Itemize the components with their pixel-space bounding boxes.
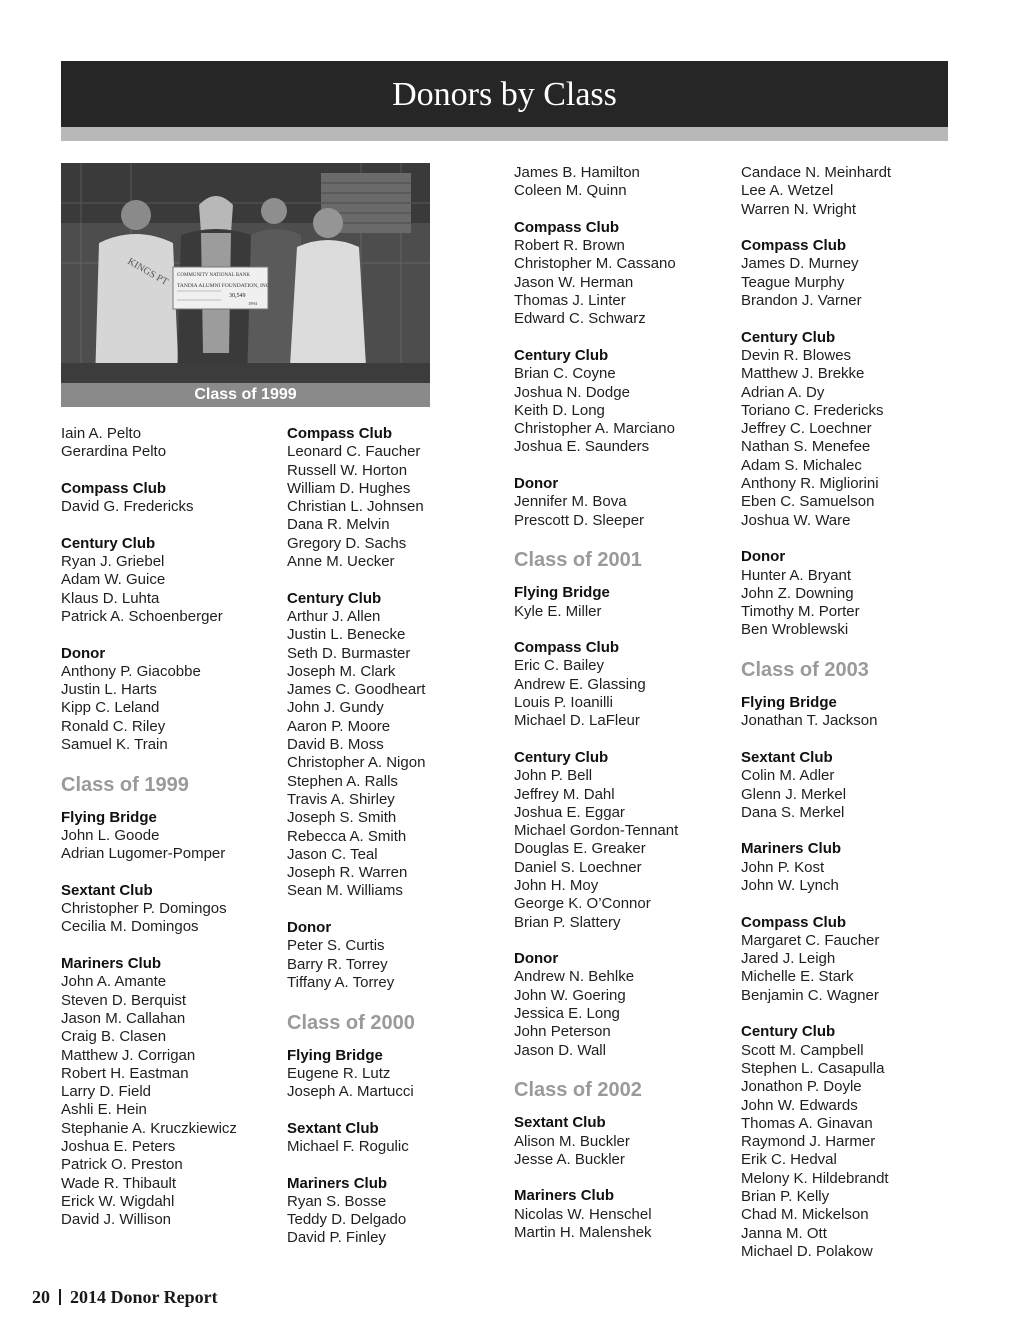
donor-name: Jason W. Herman xyxy=(514,273,634,291)
donor-section xyxy=(514,950,729,1060)
donor-name: Matthew J. Brekke xyxy=(741,365,865,383)
donor-column-4 xyxy=(741,164,956,1261)
donor-name: Joshua E. Eggar xyxy=(514,803,625,821)
donor-section xyxy=(514,639,729,730)
giving-level-heading: Donor xyxy=(61,644,106,662)
donor-name: Alison M. Buckler xyxy=(514,1132,630,1150)
donor-name: Jeffrey M. Dahl xyxy=(514,785,615,803)
giving-level-heading: Mariners Club xyxy=(741,840,842,858)
donor-name: Colin M. Adler xyxy=(741,767,835,785)
donor-name: Rebecca A. Smith xyxy=(287,827,407,845)
donor-name: Joseph A. Martucci xyxy=(287,1083,414,1101)
giving-level-heading: Compass Club xyxy=(514,639,620,657)
donor-name: Peter S. Curtis xyxy=(287,937,385,955)
donor-name: John W. Goering xyxy=(514,986,626,1004)
donor-name: Joseph M. Clark xyxy=(287,662,396,680)
donor-name: Joseph S. Smith xyxy=(287,809,397,827)
donor-name: Gregory D. Sachs xyxy=(287,534,407,552)
donor-name: Andrew E. Glassing xyxy=(514,675,646,693)
donor-name: Samuel K. Train xyxy=(61,736,168,754)
giving-level-heading: Sextant Club xyxy=(514,1114,606,1132)
donor-section xyxy=(741,237,956,310)
giving-level-heading: Flying Bridge xyxy=(514,584,610,602)
donor-section xyxy=(514,347,729,457)
donor-name: Michael D. LaFleur xyxy=(514,712,640,730)
donor-name: Jared J. Leigh xyxy=(741,950,836,968)
giving-level-heading: Century Club xyxy=(514,346,609,364)
donor-name: Dana R. Melvin xyxy=(287,516,390,534)
donor-name: John P. Kost xyxy=(741,858,825,876)
donor-name: Coleen M. Quinn xyxy=(514,182,627,200)
donor-name: Anthony R. Migliorini xyxy=(741,475,879,493)
donor-section xyxy=(287,919,502,992)
donor-section xyxy=(514,164,729,201)
donor-name: Seth D. Burmaster xyxy=(287,644,411,662)
donor-name: Kipp C. Leland xyxy=(61,699,160,717)
giving-level-heading: Compass Club xyxy=(514,218,620,236)
donor-name: Nathan S. Menefee xyxy=(741,438,871,456)
donor-name: Matthew J. Corrigan xyxy=(61,1046,196,1064)
donor-column-2 xyxy=(287,425,502,1248)
page-number: 20 xyxy=(32,1287,50,1307)
donor-name: Anne M. Uecker xyxy=(287,553,395,571)
donor-name: Teddy D. Delgado xyxy=(287,1211,407,1229)
donor-name: Anthony P. Giacobbe xyxy=(61,662,201,680)
donor-name: David B. Moss xyxy=(287,736,384,754)
class-heading: Class of 2001 xyxy=(514,549,642,572)
donor-name: Edward C. Schwarz xyxy=(514,310,646,328)
donor-name: David G. Fredericks xyxy=(61,498,194,516)
giving-level-heading: Compass Club xyxy=(287,425,393,442)
check-bank-name: COMMUNITY NATIONAL BANK xyxy=(177,273,250,278)
donor-name: Michael Gordon-Tennant xyxy=(514,822,679,840)
donor-name: Ryan S. Bosse xyxy=(287,1192,387,1210)
giving-level-heading: Century Club xyxy=(741,1023,836,1041)
donor-name: Joseph R. Warren xyxy=(287,864,408,882)
donor-section xyxy=(741,694,956,731)
check-amount: 30,549 xyxy=(229,293,246,299)
donor-name: Justin L. Benecke xyxy=(287,626,406,644)
page-title: Donors by Class xyxy=(392,76,617,113)
donor-name: Jonathon P. Doyle xyxy=(741,1078,862,1096)
giving-level-heading: Mariners Club xyxy=(61,955,162,973)
donor-name: Jeffrey C. Loechner xyxy=(741,420,872,438)
donor-name: Ben Wroblewski xyxy=(741,621,849,639)
donor-name: Jason C. Teal xyxy=(287,845,378,863)
donor-column-1 xyxy=(61,425,276,1229)
donor-name: David J. Willison xyxy=(61,1211,172,1229)
donor-name: John L. Goode xyxy=(61,826,160,844)
class-heading: Class of 2002 xyxy=(514,1079,642,1102)
photo-illustration xyxy=(61,163,430,407)
donor-name: Stephen L. Casapulla xyxy=(741,1059,885,1077)
donor-name: Douglas E. Greaker xyxy=(514,840,646,858)
donor-name: Keith D. Long xyxy=(514,401,605,419)
giving-level-heading: Flying Bridge xyxy=(741,694,837,712)
donor-name: Melony K. Hildebrandt xyxy=(741,1169,889,1187)
donor-section xyxy=(514,219,729,329)
page-footer xyxy=(32,1287,218,1308)
donor-name: Christian L. Johnsen xyxy=(287,498,424,516)
donor-name: Eugene R. Lutz xyxy=(287,1064,391,1082)
donor-name: Thomas A. Ginavan xyxy=(741,1114,873,1132)
donor-name: Christopher A. Nigon xyxy=(287,754,426,772)
donor-name: Candace N. Meinhardt xyxy=(741,164,892,181)
donor-name: Jesse A. Buckler xyxy=(514,1150,625,1168)
donor-name: Jason M. Callahan xyxy=(61,1009,186,1027)
donor-name: Ashli E. Hein xyxy=(61,1101,147,1119)
donor-name: Scott M. Campbell xyxy=(741,1041,864,1059)
donor-name: John P. Bell xyxy=(514,767,593,785)
title-banner xyxy=(61,61,948,127)
donor-name: John J. Gundy xyxy=(287,699,384,717)
donor-name: Eric C. Bailey xyxy=(514,657,605,675)
check-date: 1994 xyxy=(248,301,257,306)
donor-name: Wade R. Thibault xyxy=(61,1174,177,1192)
donor-name: Warren N. Wright xyxy=(741,200,857,218)
donor-name: Adrian Lugomer-Pomper xyxy=(61,845,226,863)
giving-level-heading: Sextant Club xyxy=(287,1119,379,1137)
donor-section xyxy=(287,590,502,901)
donor-name: Joshua W. Ware xyxy=(741,511,851,529)
donor-name: Benjamin C. Wagner xyxy=(741,986,879,1004)
donor-name: Klaus D. Luhta xyxy=(61,589,160,607)
donor-name: Adam S. Michalec xyxy=(741,456,862,474)
donor-name: Michael F. Rogulic xyxy=(287,1137,409,1155)
giving-level-heading: Century Club xyxy=(287,589,382,607)
class-photo xyxy=(61,163,430,407)
donor-name: David P. Finley xyxy=(287,1229,386,1247)
donor-name: John Z. Downing xyxy=(741,584,854,602)
sweatshirt-lettering: KINGS PT xyxy=(125,256,170,288)
donor-name: Thomas J. Linter xyxy=(514,292,626,310)
donor-name: Travis A. Shirley xyxy=(287,790,395,808)
donor-name: William D. Hughes xyxy=(287,479,411,497)
donor-name: Joshua E. Peters xyxy=(61,1137,176,1155)
giving-level-heading: Century Club xyxy=(514,748,609,766)
donor-name: Margaret C. Faucher xyxy=(741,931,880,949)
donor-section xyxy=(514,1187,729,1242)
donor-name: John W. Edwards xyxy=(741,1096,858,1114)
giving-level-heading: Century Club xyxy=(61,534,156,552)
donor-section xyxy=(61,425,276,462)
donor-section xyxy=(741,1023,956,1261)
donor-section xyxy=(287,1120,502,1157)
donor-name: Hunter A. Bryant xyxy=(741,566,852,584)
donor-section xyxy=(61,535,276,626)
donor-section xyxy=(741,548,956,639)
donor-section xyxy=(61,645,276,755)
giving-level-heading: Donor xyxy=(741,548,786,566)
donor-name: Joshua N. Dodge xyxy=(514,383,630,401)
donor-section xyxy=(61,480,276,517)
donor-name: John H. Moy xyxy=(514,876,599,894)
donor-section xyxy=(514,584,729,621)
donor-name: Daniel S. Loechner xyxy=(514,858,642,876)
donor-name: Dana S. Merkel xyxy=(741,803,845,821)
donor-name: Joshua E. Saunders xyxy=(514,438,650,456)
donor-name: Iain A. Pelto xyxy=(61,425,142,442)
donor-name: Adam W. Guice xyxy=(61,571,166,589)
donor-name: John W. Lynch xyxy=(741,876,839,894)
donor-name: James B. Hamilton xyxy=(514,164,640,181)
donor-name: James C. Goodheart xyxy=(287,681,426,699)
title-rule xyxy=(61,127,948,141)
giving-level-heading: Donor xyxy=(514,950,559,968)
donor-section xyxy=(287,1175,502,1248)
giving-level-heading: Flying Bridge xyxy=(61,808,157,826)
donor-name: Tiffany A. Torrey xyxy=(287,973,395,991)
donor-name: Devin R. Blowes xyxy=(741,346,852,364)
donor-name: John Peterson xyxy=(514,1023,611,1041)
donor-name: Steven D. Berquist xyxy=(61,991,187,1009)
donor-name: Kyle E. Miller xyxy=(514,602,602,620)
donor-section xyxy=(514,1114,729,1169)
donor-name: Aaron P. Moore xyxy=(287,717,391,735)
donor-name: Patrick O. Preston xyxy=(61,1156,183,1174)
donor-name: James D. Murney xyxy=(741,255,859,273)
donor-section xyxy=(741,164,956,219)
donor-name: Louis P. Ioanilli xyxy=(514,694,613,712)
donor-name: Christopher A. Marciano xyxy=(514,420,675,438)
donor-name: Timothy M. Porter xyxy=(741,603,860,621)
donor-section xyxy=(741,840,956,895)
donor-name: Jennifer M. Bova xyxy=(514,493,627,511)
giving-level-heading: Sextant Club xyxy=(61,881,153,899)
giving-level-heading: Mariners Club xyxy=(514,1187,615,1205)
donor-name: Gerardina Pelto xyxy=(61,443,167,461)
donor-name: Lee A. Wetzel xyxy=(741,182,834,200)
donor-section xyxy=(61,809,276,864)
donor-section xyxy=(61,955,276,1229)
donor-name: Stephanie A. Kruczkiewicz xyxy=(61,1119,237,1137)
donor-name: Nicolas W. Henschel xyxy=(514,1205,652,1223)
donor-name: Stephen A. Ralls xyxy=(287,772,398,790)
donor-name: Brian C. Coyne xyxy=(514,365,616,383)
donor-section xyxy=(514,475,729,530)
donor-name: Arthur J. Allen xyxy=(287,607,381,625)
footer-separator xyxy=(59,1289,61,1305)
donor-name: Sean M. Williams xyxy=(287,882,403,900)
donor-name: Patrick A. Schoenberger xyxy=(61,607,223,625)
donor-section xyxy=(741,749,956,822)
donor-name: Michael D. Polakow xyxy=(741,1242,873,1260)
donor-name: Andrew N. Behlke xyxy=(514,968,635,986)
giving-level-heading: Flying Bridge xyxy=(287,1046,383,1064)
donor-section xyxy=(741,914,956,1005)
donor-name: Eben C. Samuelson xyxy=(741,493,875,511)
donor-name: Ryan J. Griebel xyxy=(61,553,165,571)
class-heading: Class of 1999 xyxy=(61,773,189,796)
donor-name: Teague Murphy xyxy=(741,273,845,291)
donor-name: Brian P. Kelly xyxy=(741,1188,830,1206)
giving-level-heading: Donor xyxy=(514,475,559,493)
donor-name: Michelle E. Stark xyxy=(741,968,854,986)
check-payee: TANDIA ALUMNI FOUNDATION, INC. xyxy=(177,283,271,289)
donor-name: Barry R. Torrey xyxy=(287,955,388,973)
donor-name: Chad M. Mickelson xyxy=(741,1206,869,1224)
donor-name: Leonard C. Faucher xyxy=(287,443,421,461)
giving-level-heading: Mariners Club xyxy=(287,1174,388,1192)
donor-section xyxy=(514,749,729,932)
giving-level-heading: Sextant Club xyxy=(741,748,833,766)
giving-level-heading: Compass Club xyxy=(61,479,167,497)
donor-name: Glenn J. Merkel xyxy=(741,785,847,803)
donor-name: Adrian A. Dy xyxy=(741,383,825,401)
donor-name: Jonathan T. Jackson xyxy=(741,712,878,730)
donor-name: Brandon J. Varner xyxy=(741,292,862,310)
giving-level-heading: Century Club xyxy=(741,328,836,346)
donor-name: Craig B. Clasen xyxy=(61,1028,167,1046)
donor-name: Russell W. Horton xyxy=(287,461,408,479)
giving-level-heading: Compass Club xyxy=(741,913,847,931)
donor-name: George K. O’Connor xyxy=(514,895,651,913)
donor-name: Martin H. Malenshek xyxy=(514,1224,652,1242)
donor-section xyxy=(287,425,502,571)
giving-level-heading: Compass Club xyxy=(741,237,847,255)
donor-name: Robert H. Eastman xyxy=(61,1064,189,1082)
donor-name: Ronald C. Riley xyxy=(61,717,166,735)
photo-caption: Class of 1999 xyxy=(61,383,430,407)
donor-name: Erik C. Hedval xyxy=(741,1151,837,1169)
donor-name: Jason D. Wall xyxy=(514,1041,606,1059)
donor-section xyxy=(287,1047,502,1102)
class-heading: Class of 2003 xyxy=(741,659,869,682)
giving-level-heading: Donor xyxy=(287,919,332,937)
donor-name: Robert R. Brown xyxy=(514,237,625,255)
donor-name: Erick W. Wigdahl xyxy=(61,1192,175,1210)
donor-name: Prescott D. Sleeper xyxy=(514,511,645,529)
donor-name: John A. Amante xyxy=(61,973,167,991)
donor-name: Christopher P. Domingos xyxy=(61,900,227,918)
donor-name: Raymond J. Harmer xyxy=(741,1133,876,1151)
donor-name: Christopher M. Cassano xyxy=(514,255,676,273)
donor-name: Jessica E. Long xyxy=(514,1005,620,1023)
donor-name: Cecilia M. Domingos xyxy=(61,918,199,936)
class-heading: Class of 2000 xyxy=(287,1011,415,1034)
report-title: 2014 Donor Report xyxy=(70,1287,218,1307)
donor-name: Brian P. Slattery xyxy=(514,913,621,931)
donor-name: Justin L. Harts xyxy=(61,681,157,699)
donor-name: Toriano C. Fredericks xyxy=(741,401,884,419)
donor-section xyxy=(741,329,956,530)
donor-name: Janna M. Ott xyxy=(741,1224,827,1242)
donor-name: Larry D. Field xyxy=(61,1083,152,1101)
donor-section xyxy=(61,882,276,937)
donor-column-3 xyxy=(514,164,729,1242)
